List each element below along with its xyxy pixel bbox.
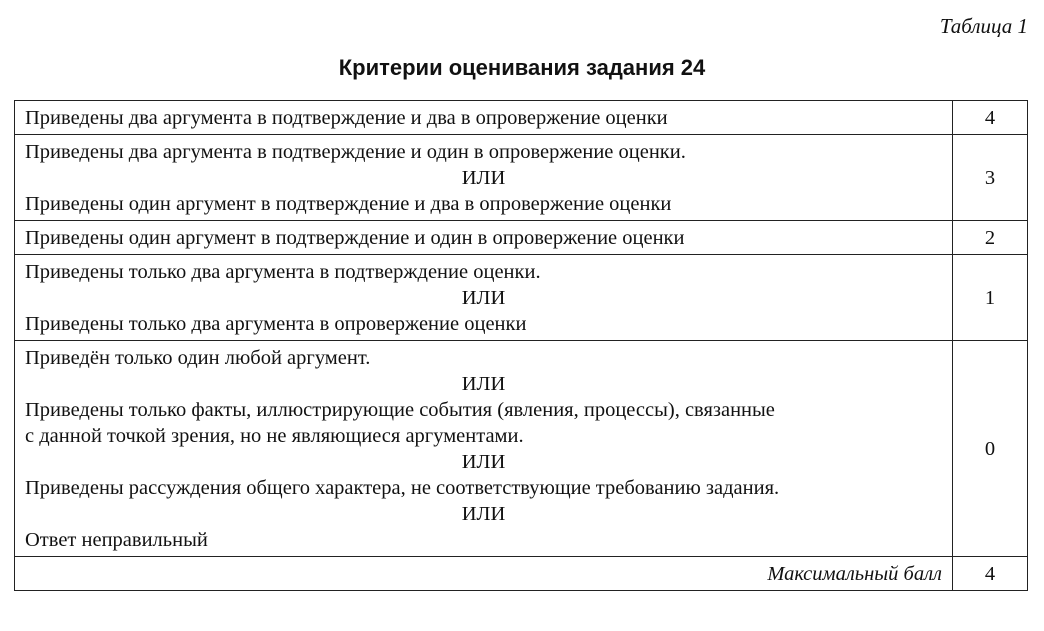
criteria-table bbox=[14, 100, 1028, 591]
criterion-line: Приведены только два аргумента в подтверждение оценки. bbox=[25, 261, 541, 283]
table-row bbox=[15, 101, 1028, 135]
criterion-line: Ответ неправильный bbox=[25, 529, 208, 551]
criterion-description bbox=[15, 255, 953, 341]
criterion-description bbox=[15, 101, 953, 135]
criterion-score: 1 bbox=[953, 255, 1028, 341]
criterion-line: Приведены только факты, иллюстрирующие события (явления, процессы), связанные bbox=[25, 399, 775, 421]
criterion-score: 2 bbox=[953, 221, 1028, 255]
max-score-label: Максимальный балл bbox=[15, 557, 953, 591]
or-separator: ИЛИ bbox=[461, 287, 506, 309]
page-title: Критерии оценивания задания 24 bbox=[338, 55, 706, 80]
table-caption: Таблица 1 bbox=[939, 14, 1028, 38]
criterion-description bbox=[15, 341, 953, 557]
table-row bbox=[15, 221, 1028, 255]
criterion-score: 4 bbox=[953, 101, 1028, 135]
criterion-line: Приведены два аргумента в подтверждение и два в опровержение оценки bbox=[25, 107, 668, 129]
or-separator: ИЛИ bbox=[461, 451, 506, 473]
criterion-line: Приведены рассуждения общего характера, не соответствующие требованию задания. bbox=[25, 477, 780, 499]
max-score-value: 4 bbox=[953, 557, 1028, 591]
criterion-line: Приведены один аргумент в подтверждение и два в опровержение оценки bbox=[25, 193, 672, 215]
criterion-line: Приведены два аргумента в подтверждение и один в опровержение оценки. bbox=[25, 141, 686, 163]
criterion-score: 0 bbox=[953, 341, 1028, 557]
criterion-description bbox=[15, 135, 953, 221]
table-row bbox=[15, 255, 1028, 341]
criterion-line: с данной точкой зрения, но не являющиеся аргументами. bbox=[25, 425, 524, 447]
or-separator: ИЛИ bbox=[461, 373, 506, 395]
criterion-line: Приведён только один любой аргумент. bbox=[25, 347, 371, 369]
criterion-line: Приведены один аргумент в подтверждение и один в опровержение оценки bbox=[25, 227, 685, 249]
criterion-score: 3 bbox=[953, 135, 1028, 221]
criterion-line: Приведены только два аргумента в опровержение оценки bbox=[25, 313, 527, 335]
table-row bbox=[15, 135, 1028, 221]
total-row bbox=[15, 557, 1028, 591]
table-row bbox=[15, 341, 1028, 557]
or-separator: ИЛИ bbox=[461, 167, 506, 189]
criterion-description bbox=[15, 221, 953, 255]
or-separator: ИЛИ bbox=[461, 503, 506, 525]
